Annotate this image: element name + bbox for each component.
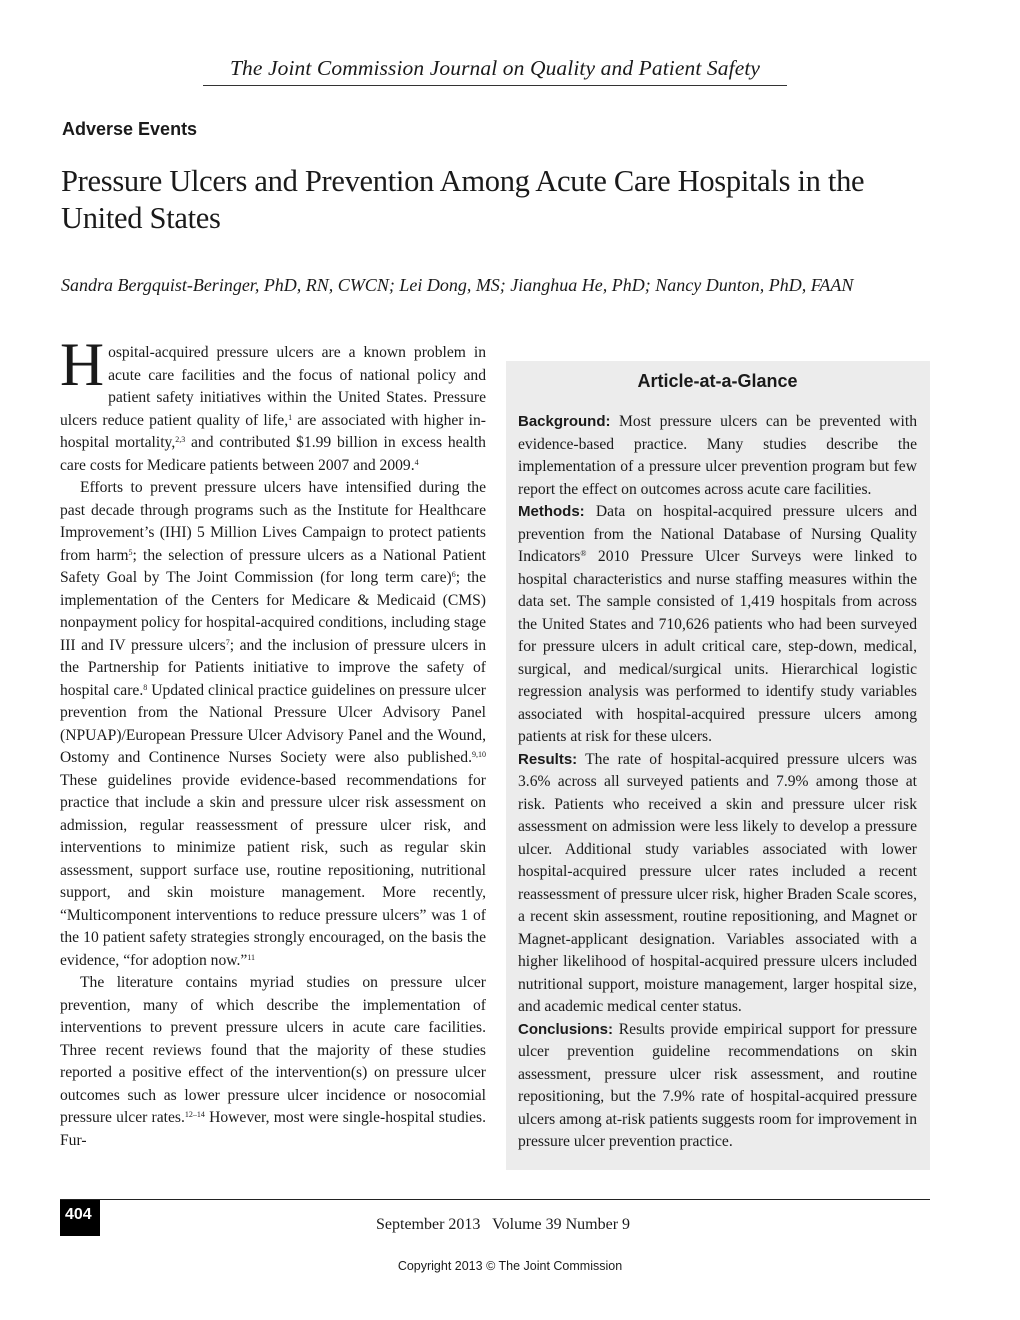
citation-ref: 1 <box>288 412 293 422</box>
paragraph-text: However, most were single-hospital studies. Fur- <box>60 1109 486 1149</box>
paragraph-text: ospital-acquired pressure ulcers are a known problem in acute care facilities and the focus of national policy and patient safety initiatives within the United States. Pressure ulcers reduce patient quality of life, <box>60 344 486 429</box>
paragraph-text: ; and the inclusion of pressure ulcers in the Partnership for Patients initiative to improve the safety of hospital care. <box>60 636 486 699</box>
paragraph-text: These guidelines provide evidence-based recommendations for practice that include a skin and pressure ulcer risk assessment on admission, regular reassessment of pressure ulcer risk, and interventions to minimize patient risk, such as regular skin assessment, support surface use, routine repositioning, nutritional support, and skin moisture management. More recently, “Multicomponent interventions to reduce pressure ulcers” was 1 of the 10 patient safety strategies strongly encouraged, on the basis the evidence, “for adoption now.” <box>60 771 486 969</box>
copyright-notice: Copyright 2013 © The Joint Commission <box>397 1259 623 1273</box>
drop-cap: H <box>60 332 105 399</box>
article-at-a-glance-box <box>506 361 930 1170</box>
glance-text: Most pressure ulcers can be prevented with evidence-based practice. Many studies describe the implementation of a pressure ulcer prevention program but few report the effect on outcomes across acute care facilities. <box>518 413 917 498</box>
glance-methods <box>518 501 917 749</box>
glance-label: Results: <box>518 750 578 768</box>
paragraph-text: The literature contains myriad studies on pressure ulcer prevention, many of which describe the implementation of interventions to prevent pressure ulcers in acute care facilities. Three recent reviews found that the majority of these studies reported a positive effect of the intervention(s) on pressure ulcer outcomes such as lower pressure ulcer incidence or nosocomial pressure ulcer rates. <box>60 974 486 1126</box>
citation-ref: 9,10 <box>472 750 486 759</box>
article-title: Pressure Ulcers and Prevention Among Acute Care Hospitals in the United States <box>61 164 865 235</box>
paragraph <box>60 972 486 1152</box>
citation-ref: 2,3 <box>175 435 186 444</box>
paragraph <box>60 477 486 972</box>
citation-ref: 7 <box>225 637 230 647</box>
section-label: Adverse Events <box>62 119 198 139</box>
paragraph-text: ; the implementation of the Centers for Medicare & Medicaid (CMS) nonpayment policy for hospital-acquired conditions, including stage III and IV pressure ulcers <box>60 569 486 654</box>
glance-text: Data on hospital-acquired pressure ulcers and prevention from the National Database of Nursing Quality Indicators <box>518 503 917 565</box>
glance-label: Background: <box>518 413 611 430</box>
glance-results <box>518 749 917 1019</box>
glance-title: Article-at-a-Glance <box>637 371 798 391</box>
footer-divider <box>60 1199 930 1200</box>
paragraph-text: are associated with higher in-hospital mortality, <box>60 411 486 451</box>
issue-info: September 2013 Volume 39 Number 9 <box>376 1216 631 1233</box>
glance-background <box>518 411 917 501</box>
glance-text: The rate of hospital-acquired pressure ulcers was 3.6% across all surveyed patients and 7.9% among those at risk. Patients who received a skin and pressure ulcer risk assessment on admission were less likely to develop a pressure ulcer. Additional study variables associated with lower hospital-acquired pressure ulcer rates included a recent reassessment of pressure ulcer risk, higher Braden Scale scores, a recent skin assessment, routine repositioning, and Magnet or Magnet-applicant designation. Variables associated with a higher likelihood of hospital-acquired pressure ulcers included nutritional support, moisture management, larger hospital size, and academic medical center status. <box>518 750 917 1015</box>
glance-conclusions <box>518 1019 917 1154</box>
citation-ref: 6 <box>451 570 456 579</box>
paragraph-text: ; the selection of pressure ulcers as a National Patient Safety Goal by The Joint Commission (for long term care) <box>60 546 486 586</box>
citation-ref: 8 <box>143 682 148 692</box>
author-list: Sandra Bergquist-Beringer, PhD, RN, CWCN; Lei Dong, MS; Jianghua He, PhD; Nancy Dunton, PhD, FAAN <box>61 275 854 295</box>
citation-ref: 12–14 <box>184 1110 205 1119</box>
paragraph-text: Efforts to prevent pressure ulcers have intensified during the past decade through programs such as the Institute for Healthcare Improvement’s (IHI) 5 Million Lives Campaign to protect patients from harm <box>60 479 486 564</box>
citation-ref: 11 <box>247 952 256 962</box>
glance-label: Conclusions: <box>518 1020 614 1038</box>
glance-text: Results provide empirical support for pressure ulcer prevention guideline recommendations on skin assessment, pressure ulcer risk assessment, and routine repositioning, but the 7.9% rate of hospital-acquired pressure ulcers among at-risk patients suggests room for improvement in pressure ulcer prevention practice. <box>518 1020 917 1150</box>
page-number: 404 <box>60 1200 100 1236</box>
journal-header: The Joint Commission Journal on Quality and Patient Safety <box>203 56 787 86</box>
paragraph-text: and contributed $1.99 billion in excess health care costs for Medicare patients between 2007 and 2009. <box>60 434 486 474</box>
registered-mark: ® <box>580 549 587 558</box>
paragraph <box>60 332 486 477</box>
glance-text: 2010 Pressure Ulcer Surveys were linked to hospital characteristics and nurse staffing measures within the data set. The sample consisted of 1,419 hospitals from across the United States and 710,626 patients who had been surveyed for pressure ulcers in adult critical care, step-down, medical, surgical, and medical/surgical units. Hierarchical logistic regression analysis was performed to identify study variables associated with hospital-acquired pressure ulcers among patients at risk for these ulcers. <box>518 548 917 745</box>
citation-ref: 5 <box>128 547 133 557</box>
article-body <box>60 332 486 1152</box>
paragraph-text: Updated clinical practice guidelines on pressure ulcer prevention from the National Pressure Ulcer Advisory Panel (NPUAP)/European Pressure Ulcer Advisory Panel and the Wound, Ostomy and Continence Nurses Society were also published. <box>60 681 486 766</box>
citation-ref: 4 <box>414 457 419 467</box>
glance-label: Methods: <box>518 503 585 520</box>
